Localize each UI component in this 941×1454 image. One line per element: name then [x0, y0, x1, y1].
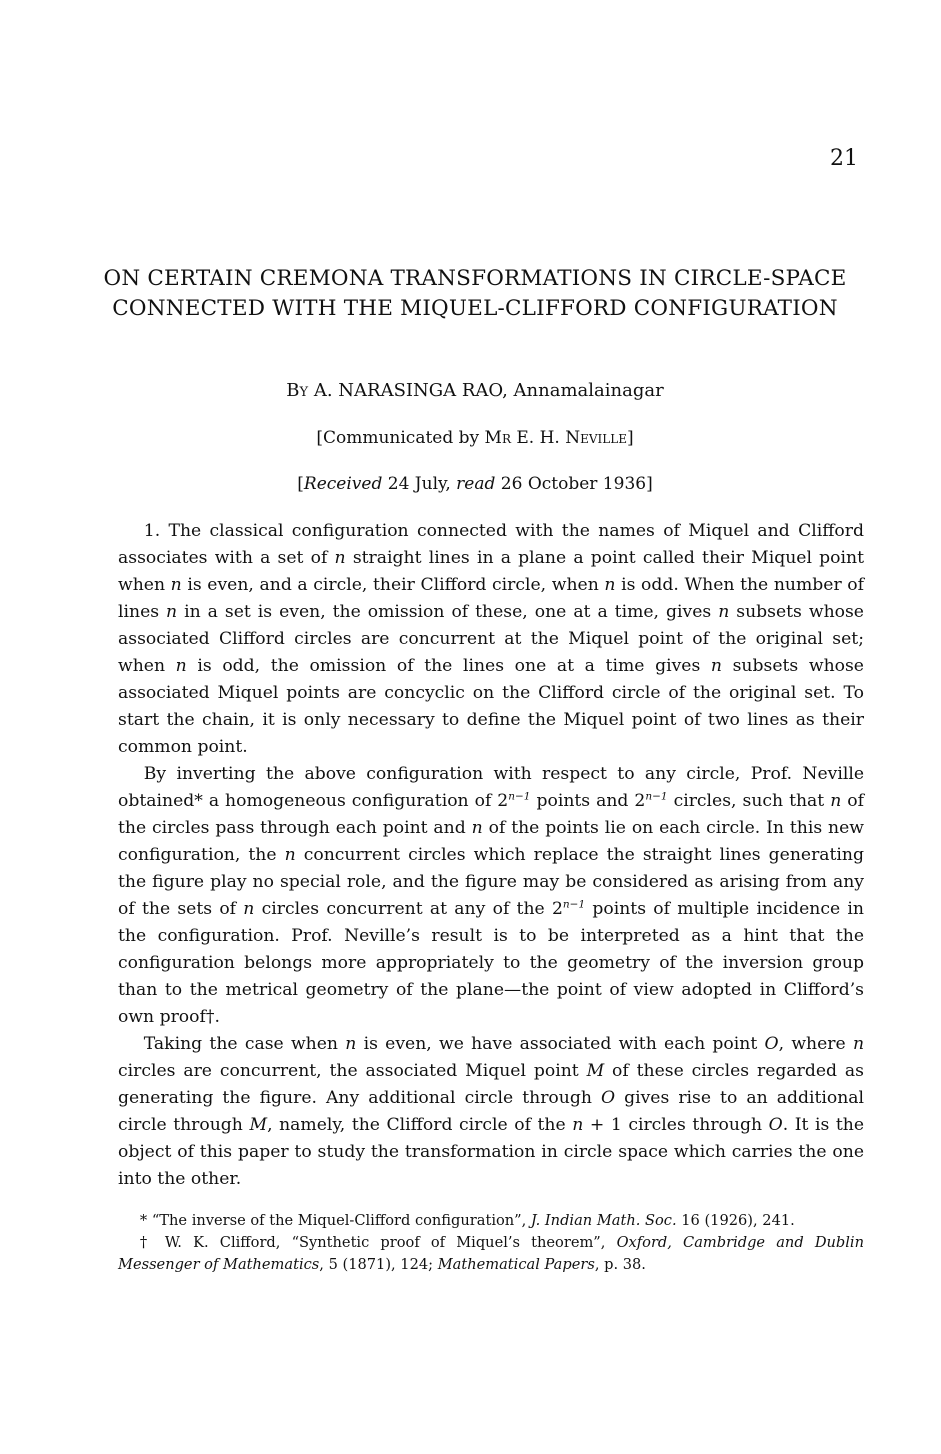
- text: 16 (1926), 241.: [676, 1212, 795, 1229]
- text: points of multiple incidence in the configuration. Prof. Neville’s result is to be interpreted as a hint that the configuration belongs more appropriately to the geometry of the inversion group than to the metrical geometry of the plane—the point of view adopted in Clifford’s own proof†.: [118, 899, 864, 1027]
- math-var: M: [586, 1061, 605, 1081]
- footnote-2: [118, 1232, 864, 1276]
- footnotes: [118, 1210, 864, 1276]
- page-number: 21: [830, 146, 858, 171]
- math-var: O: [768, 1115, 783, 1135]
- received-open: [: [297, 474, 304, 494]
- paragraph-2: [118, 761, 864, 1031]
- text: , namely, the Clifford circle of the: [267, 1115, 573, 1135]
- math-var: n: [852, 1034, 865, 1054]
- math-var: n: [284, 845, 296, 865]
- journal-name: J. Indian Math. Soc.: [530, 1212, 677, 1229]
- text: circles concurrent at any of the 2: [254, 899, 563, 919]
- text: 1. The classical configuration connected with the names of Miquel and Clifford associates with a set of: [118, 521, 864, 568]
- exponent: [645, 790, 667, 802]
- author-line: [90, 380, 860, 401]
- communicated-suffix: ]: [627, 428, 634, 448]
- text: of the circles pass through each point and: [118, 791, 864, 838]
- received-line: [90, 474, 860, 494]
- math-var: n: [572, 1115, 584, 1135]
- math-var: n: [166, 602, 178, 622]
- communicated-prefix: [Communicated by: [316, 428, 480, 448]
- paper-title: ON CERTAIN CREMONA TRANSFORMATIONS IN CIRCLE-SPACE CONNECTED WITH THE MIQUEL-CLIFFORD CONFIGURATION: [103, 266, 847, 321]
- text: subsets whose associated Miquel points are concyclic on the Clifford circle of the original set. To start the chain, it is only necessary to define the Miquel point of two lines as their common point.: [118, 656, 864, 757]
- text: By inverting the above configuration with respect to any circle, Prof. Neville obtained* a homogeneous configuration of 2: [118, 764, 864, 811]
- math-var: n: [604, 575, 616, 595]
- math-var: n: [170, 575, 182, 595]
- math-exponent: n−1: [508, 790, 531, 803]
- text: in a set is even, the omission of these, one at a time, gives: [177, 602, 719, 622]
- received-word: Received: [303, 474, 383, 494]
- communicator-initials: E. H.: [516, 428, 560, 448]
- text: * “The inverse of the Miquel-Clifford configuration”,: [139, 1212, 531, 1229]
- exponent: [563, 898, 585, 910]
- text: Taking the case when: [143, 1034, 346, 1054]
- math-var: n: [334, 548, 346, 568]
- text: + 1 circles through: [583, 1115, 769, 1135]
- communicator-surname: Neville: [565, 428, 627, 448]
- text: , p. 38.: [594, 1256, 646, 1273]
- text: . It is the object of this paper to study the transformation in circle space which carries the one into the other.: [118, 1115, 865, 1189]
- body-text: [118, 518, 864, 1193]
- text: subsets whose associated Clifford circles are concurrent at the Miquel point of the original set; when: [118, 602, 864, 676]
- math-var: n: [710, 656, 722, 676]
- math-var: M: [249, 1115, 268, 1135]
- text: of these circles regarded as generating the figure. Any additional circle through: [118, 1061, 864, 1108]
- author-name: A. NARASINGA RAO, Annamalainagar: [313, 380, 664, 401]
- math-var: n: [830, 791, 842, 811]
- text: is even, and a circle, their Clifford circle, when: [181, 575, 605, 595]
- text: points and 2: [530, 791, 646, 811]
- received-date: 24 July,: [382, 474, 457, 494]
- math-var: n: [175, 656, 187, 676]
- text: † W. K. Clifford, “Synthetic proof of Miquel’s theorem”,: [139, 1234, 617, 1251]
- math-var: n: [471, 818, 483, 838]
- journal-name: Oxford, Cambridge and Dublin Messenger of Mathematics: [118, 1234, 864, 1273]
- text: concurrent circles which replace the straight lines generating the figure play no special role, and the figure may be considered as arising from any of the sets of: [118, 845, 865, 919]
- text: is even, we have associated with each point: [356, 1034, 765, 1054]
- by-word: By: [286, 380, 309, 401]
- math-exponent: n−1: [645, 790, 668, 803]
- paragraph-3: [118, 1031, 864, 1193]
- text: is odd, the omission of the lines one at a time gives: [186, 656, 711, 676]
- read-date: 26 October 1936]: [495, 474, 653, 494]
- math-var: n: [718, 602, 730, 622]
- text: is odd. When the number of lines: [118, 575, 864, 622]
- read-word: read: [456, 474, 496, 494]
- communicated-line: [90, 428, 860, 448]
- text: circles are concurrent, the associated Miquel point: [118, 1061, 587, 1081]
- math-var: O: [600, 1088, 616, 1108]
- text: , where: [778, 1034, 853, 1054]
- math-exponent: n−1: [562, 898, 586, 911]
- paragraph-1: [118, 518, 864, 761]
- communicator-title: Mr: [484, 428, 511, 448]
- text: gives rise to an additional circle through: [118, 1088, 865, 1135]
- text: of the points lie on each circle. In this new configuration, the: [118, 818, 864, 865]
- footnote-1: [118, 1210, 864, 1232]
- text: , 5 (1871), 124;: [319, 1256, 438, 1273]
- math-var: n: [345, 1034, 357, 1054]
- text: straight lines in a plane a point called their Miquel point when: [118, 548, 864, 595]
- exponent: [508, 790, 530, 802]
- math-var: n: [243, 899, 255, 919]
- math-var: O: [764, 1034, 779, 1054]
- text: circles, such that: [667, 791, 831, 811]
- book-title: Mathematical Papers: [437, 1256, 595, 1273]
